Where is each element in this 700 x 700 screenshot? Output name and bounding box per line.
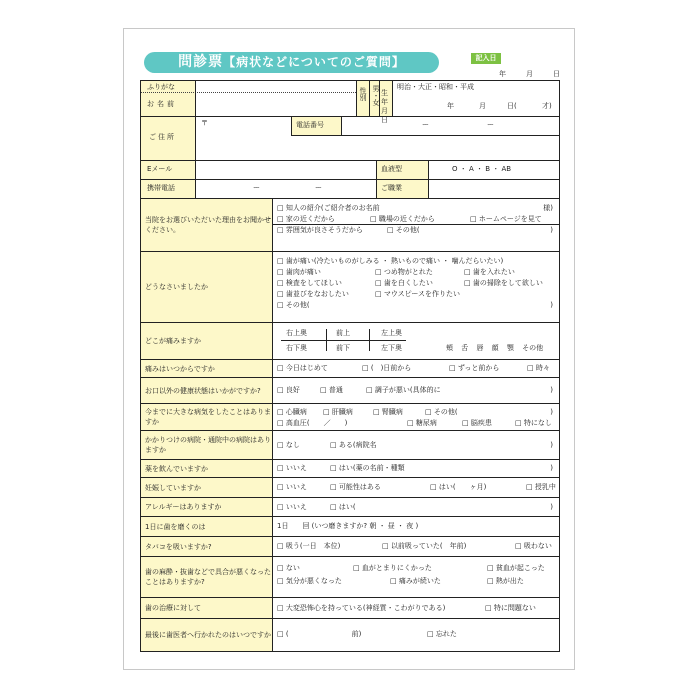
title-bar xyxy=(144,52,439,73)
q-reason-options[interactable]: □ 知人の紹介(ご紹介者のお名前 様) □ 家の近くだから □ 職場の近くだから □ ホームページを見て □ 雰囲気が良さそうだから □ その他( ) xyxy=(277,204,553,234)
pain-parts[interactable]: 頬 舌 唇 顔 顎 その他 xyxy=(446,344,544,352)
phone-label: 電話番号 xyxy=(296,121,324,129)
q-smoking-options[interactable]: □ 吸う(一日 本位) □ 以前吸っていた( 年前) □ 吸わない xyxy=(277,542,552,550)
q-reason-label: 当院をお選びいただいた理由をお聞かせください。 xyxy=(141,199,272,251)
tooth-upper-left[interactable]: 左上奥 xyxy=(381,329,402,337)
tooth-upper-right[interactable]: 右上奥 xyxy=(286,329,307,337)
blood-label: 血液型 xyxy=(381,165,402,173)
q-symptom-label: どうなさいましたか xyxy=(141,252,272,322)
mobile-dash-2: ー xyxy=(315,184,322,192)
q-brushing-options[interactable]: 1日 回 (いつ磨きますか? 朝 ・ 昼 ・ 夜 ) xyxy=(277,522,419,530)
q-illness-options[interactable]: □ 心臓病 □ 肝臓病 □ 腎臓病 □ その他( ) □ 高血圧( ／ ) □ 糖尿病 □ 脳疾患 □ 特になし xyxy=(277,408,553,427)
blood-options[interactable]: O ・ A ・ B ・ AB xyxy=(452,165,512,173)
q-pain-since-options[interactable]: □ 今日はじめて □ ( )日前から □ ずっと前から □ 時々 xyxy=(277,364,550,372)
q-illness-label: 今までに大きな病気をしたことはありますか xyxy=(141,404,272,430)
page-title: 問診票 xyxy=(178,54,224,70)
birth-month-unit: 月 xyxy=(479,102,486,110)
tooth-lower-left[interactable]: 左下奥 xyxy=(381,344,402,352)
birth-year-unit: 年 xyxy=(447,102,454,110)
mobile-label: 携帯電話 xyxy=(147,184,175,192)
q-hospital-options[interactable]: □ なし □ ある(病院名 ) xyxy=(277,441,553,449)
q-anesthesia-label: 歯の麻酔・抜歯などで具合が悪くなったことはありますか? xyxy=(141,557,272,597)
q-symptom-options[interactable]: □ 歯が痛い(冷たいものがしみる ・ 熱いもので痛い ・ 噛んだらいたい) □ 歯肉が痛い □ つめ物がとれた □ 歯を入れたい □ 検査をしてほしい □ 歯を白くしたい □ 歯の掃除をして欲しい □ 歯並びをなおしたい □ マウスピースを作りたい □ その他( ) xyxy=(277,257,553,309)
q-attitude-label: 歯の治療に対して xyxy=(141,598,272,618)
phone-dash-2: ー xyxy=(487,121,494,129)
birth-day-unit: 日( xyxy=(507,102,517,110)
q-allergy-label: アレルギーはありますか xyxy=(141,498,272,516)
q-smoking-label: タバコを吸いますか? xyxy=(141,537,272,556)
q-medicine-options[interactable]: □ いいえ □ はい(薬の名前・種類 ) xyxy=(277,464,553,472)
q-attitude-options[interactable]: □ 大変恐怖心を持っている(神経質・こわがりである) □ 特に問題ない xyxy=(277,604,536,612)
q-anesthesia-options[interactable]: □ ない □ 血がとまりにくかった □ 貧血が起こった □ 気分が悪くなった □ 痛みが続いた □ 熱が出た xyxy=(277,564,545,585)
phone-dash-1: ー xyxy=(422,121,429,129)
page-subtitle: 【病状などについてのご質問】 xyxy=(223,55,405,69)
q-last-visit-options[interactable]: □ ( 前) □ 忘れた xyxy=(277,630,457,638)
tooth-upper-front[interactable]: 前上 xyxy=(336,329,350,337)
q-last-visit-label: 最後に歯医者へ行かれたのはいつですか xyxy=(141,619,272,651)
postal-mark: 〒 xyxy=(201,119,208,127)
mobile-dash-1: ー xyxy=(253,184,260,192)
q-health-options[interactable]: □ 良好 □ 普通 □ 調子が悪い(具体的に ) xyxy=(277,386,553,394)
q-health-label: お口以外の健康状態はいかがですか? xyxy=(141,378,272,403)
q-pregnant-label: 妊娠していますか xyxy=(141,478,272,497)
era-options[interactable]: 明治・大正・昭和・平成 xyxy=(397,83,474,91)
tooth-lower-front[interactable]: 前下 xyxy=(336,344,350,352)
sex-options[interactable]: 男・女 xyxy=(372,85,380,106)
questions-box xyxy=(140,199,560,652)
entry-date-line[interactable]: 年 月 日 xyxy=(499,70,560,78)
q-brushing-label: 1日に歯を磨くのは xyxy=(141,517,272,536)
tooth-lower-right[interactable]: 右下奥 xyxy=(286,344,307,352)
q-pain-since-label: 痛みはいつからですか xyxy=(141,360,272,377)
q-allergy-options[interactable]: □ いいえ □ はい( ) xyxy=(277,503,553,511)
birth-label: 生年月日 xyxy=(381,89,388,124)
questionnaire-sheet xyxy=(123,28,575,670)
q-hospital-label: かかりつけの病院・通院中の病院はありますか xyxy=(141,431,272,459)
address-label: ご住所 xyxy=(149,133,176,141)
sex-label: 性別 xyxy=(359,87,367,101)
q-pregnant-options[interactable]: □ いいえ □ 可能性はある □ はい( ヶ月) □ 授乳中 xyxy=(277,483,556,491)
email-label: Eメール xyxy=(147,165,173,173)
furigana-label: ふりがな xyxy=(147,83,175,91)
entry-date-badge: 記入日 xyxy=(471,53,501,64)
q-pain-location-label: どこが痛みますか xyxy=(141,323,272,359)
job-label: ご職業 xyxy=(381,184,402,192)
name-label: お名前 xyxy=(147,100,177,108)
age-unit: 才) xyxy=(542,102,552,110)
q-medicine-label: 薬を飲んでいますか xyxy=(141,460,272,477)
